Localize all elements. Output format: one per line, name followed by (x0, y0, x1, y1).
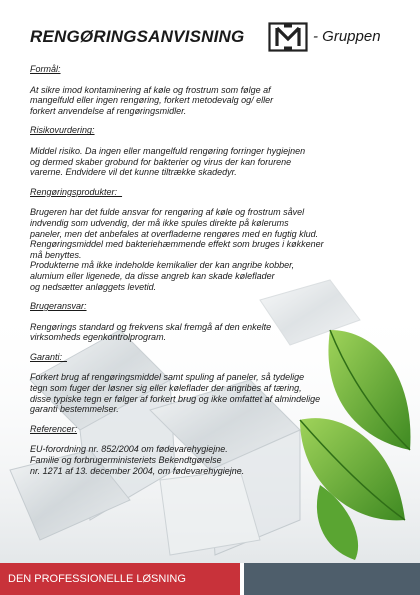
section-heading: Rengøringsprodukter: (30, 186, 123, 197)
footer-gray-block (244, 563, 420, 595)
section-heading: Brugeransvar: (30, 301, 87, 312)
section-risk-assessment (30, 125, 402, 177)
section-heading: Risikovurdering: (30, 125, 95, 136)
section-text: Brugeren har det fulde ansvar for rengøring af køle og frostrum såvel indvendig som udvendig, der må ikke spules direkte på kølerums paneler, men det anbefales at overfladerne rengøres med en fugtig klud. Rengøringsmiddel med bakteriehæmmende effekt som bruges i køkkener må benyttes. Produkterne må ikke indeholde kemikalier der kan angribe kobber, alumium eller ligenede, da disse angreb kan skade køleflader og nedsætter anløggets levetid. (30, 207, 324, 292)
section-text: Forkert brug af rengøringsmiddel samt spuling af paneler, så tydelige tegn som fuger der løsner sig eller køleflader der angribes af tæring, disse typiske tegn er følger af forkert brug og ikke omfattet af almindelige garanti bestemmelser. (30, 372, 321, 415)
section-cleaning-products (30, 187, 402, 292)
section-heading: Referencer: (30, 423, 78, 434)
section-purpose (30, 64, 402, 116)
section-text: Rengørings standard og frekvens skal fremgå af den enkelte virksomheds egenkontrolprogram. (30, 321, 272, 343)
section-text: EU-forordning nr. 852/2004 om fødevarehygiejne. Familie og forbrugerministeriets Bekendtgørelse nr. 1271 af 13. december 2004, om fødevarehygiejne. (30, 444, 245, 476)
page-title: RENGØRINGSANVISNING (30, 27, 245, 46)
section-heading: Garanti: (30, 351, 68, 362)
m-cross-logo-icon (268, 22, 308, 52)
section-warranty (30, 352, 402, 415)
section-text: At sikre imod kontaminering af køle og frostrum som følge af mangelfuld eller ingen rengøring, forkert metodevalg og/ eller forkert anvendelse af rengøringsmidler. (30, 84, 274, 116)
instructions-body (30, 64, 402, 485)
page-header (0, 0, 420, 60)
section-references (30, 424, 402, 476)
footer-tagline: DEN PROFESSIONELLE LØSNING (0, 563, 240, 595)
page-footer (0, 563, 420, 595)
section-heading: Formål: (30, 64, 61, 74)
brand-name: - Gruppen (313, 28, 381, 45)
section-text: Middel risiko. Da ingen eller mangelfuld rengøring forringer hygiejnen og dermed skaber grobund for bakterier og virus der kan forurene varerne. Endvidere vil det kunne tiltrække skadedyr. (30, 145, 306, 178)
section-user-responsibility (30, 301, 402, 343)
